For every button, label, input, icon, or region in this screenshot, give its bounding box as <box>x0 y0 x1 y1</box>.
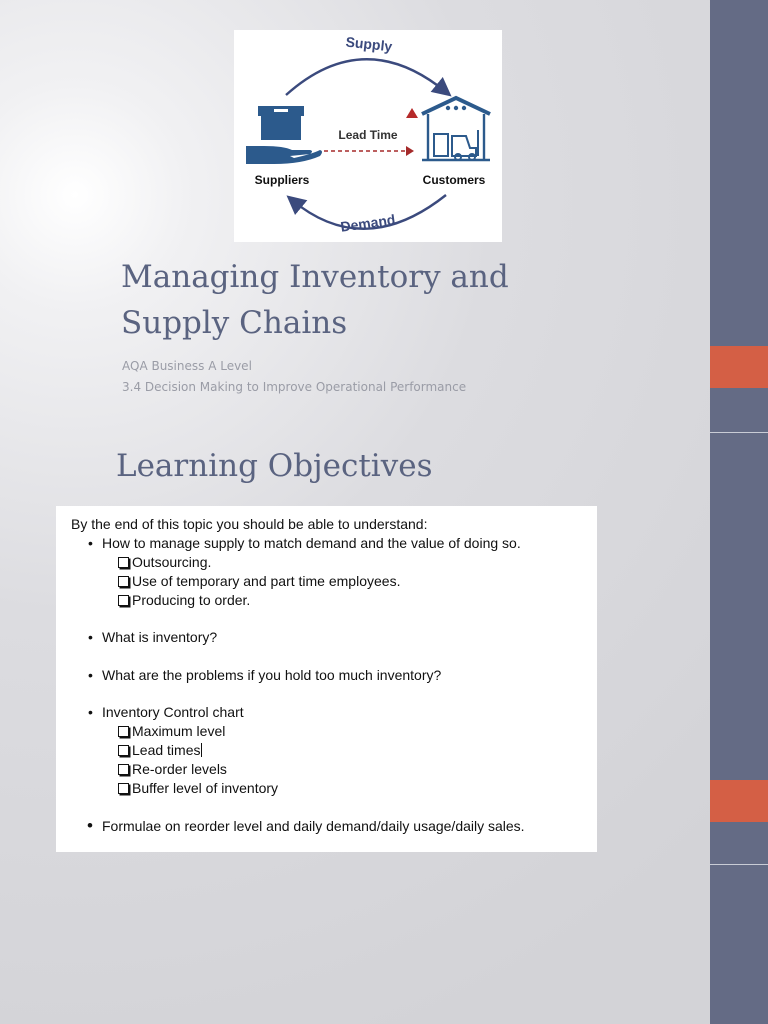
checkbox-icon <box>118 576 129 587</box>
sub-item-outsourcing <box>118 554 211 570</box>
checkbox-icon <box>118 557 129 568</box>
checkbox-icon <box>118 726 129 737</box>
side-accent-bottom <box>710 780 768 822</box>
sub-item-text: Producing to order. <box>132 592 251 608</box>
sub-item-text: Re-order levels <box>132 761 227 777</box>
objective-too-much-inventory: What are the problems if you hold too much inventory? <box>102 667 442 683</box>
sub-item-reorder-levels <box>118 761 227 777</box>
main-title: Managing Inventory and Supply Chains <box>121 259 509 341</box>
objective-what-is-inventory: What is inventory? <box>102 629 218 645</box>
learning-objectives-box <box>56 506 597 852</box>
demand-label: Demand <box>339 211 397 235</box>
sub-item-text: Lead times <box>132 742 201 758</box>
supply-label: Supply <box>344 33 394 55</box>
customers-label: Customers <box>422 173 486 187</box>
sub-item-text: Maximum level <box>132 723 226 739</box>
sub-item-producing-to-order <box>118 592 250 608</box>
cycle-diagram-svg <box>234 30 502 242</box>
slide-divider-line <box>710 432 768 433</box>
subtitle-course: AQA Business A Level <box>122 359 252 373</box>
objectives-intro: By the end of this topic you should be able to understand: <box>71 516 428 532</box>
suppliers-label: Suppliers <box>254 173 310 187</box>
sub-item-text: Buffer level of inventory <box>132 780 279 796</box>
checkbox-icon <box>118 764 129 775</box>
objective-manage-supply: How to manage supply to match demand and the value of doing so. <box>102 535 521 551</box>
text-cursor <box>201 743 202 757</box>
bullet-icon: • <box>88 535 93 551</box>
lead-time-label: Lead Time <box>338 128 398 142</box>
objective-reorder-formulae: Formulae on reorder level and daily demand/daily usage/daily sales. <box>102 818 525 834</box>
bullet-icon: • <box>87 816 93 835</box>
sub-item-lead-times <box>118 742 202 758</box>
sub-item-buffer-level <box>118 780 278 796</box>
supply-arrow <box>286 59 446 95</box>
learning-objectives-title: Learning Objectives <box>116 448 433 484</box>
supply-demand-diagram <box>234 30 502 242</box>
side-accent-top <box>710 346 768 388</box>
bullet-icon: • <box>88 704 93 720</box>
red-triangle-icon <box>406 108 418 118</box>
sub-item-text: Use of temporary and part time employees. <box>132 573 401 589</box>
side-bar <box>710 0 768 1024</box>
sub-item-temporary-employees <box>118 573 400 589</box>
warehouse-forklift-icon <box>422 98 490 160</box>
supplier-box-hand-icon <box>246 106 322 164</box>
checkbox-icon <box>118 783 129 794</box>
sub-item-maximum-level <box>118 723 225 739</box>
checkbox-icon <box>118 595 129 606</box>
side-divider-bottom <box>710 864 768 865</box>
objective-inventory-control-chart: Inventory Control chart <box>102 704 244 720</box>
bullet-icon: • <box>88 667 93 683</box>
checkbox-icon <box>118 745 129 756</box>
title-slide <box>0 0 710 432</box>
subtitle-topic: 3.4 Decision Making to Improve Operational Performance <box>122 380 467 394</box>
bullet-icon: • <box>88 629 93 645</box>
sub-item-text: Outsourcing. <box>132 554 212 570</box>
